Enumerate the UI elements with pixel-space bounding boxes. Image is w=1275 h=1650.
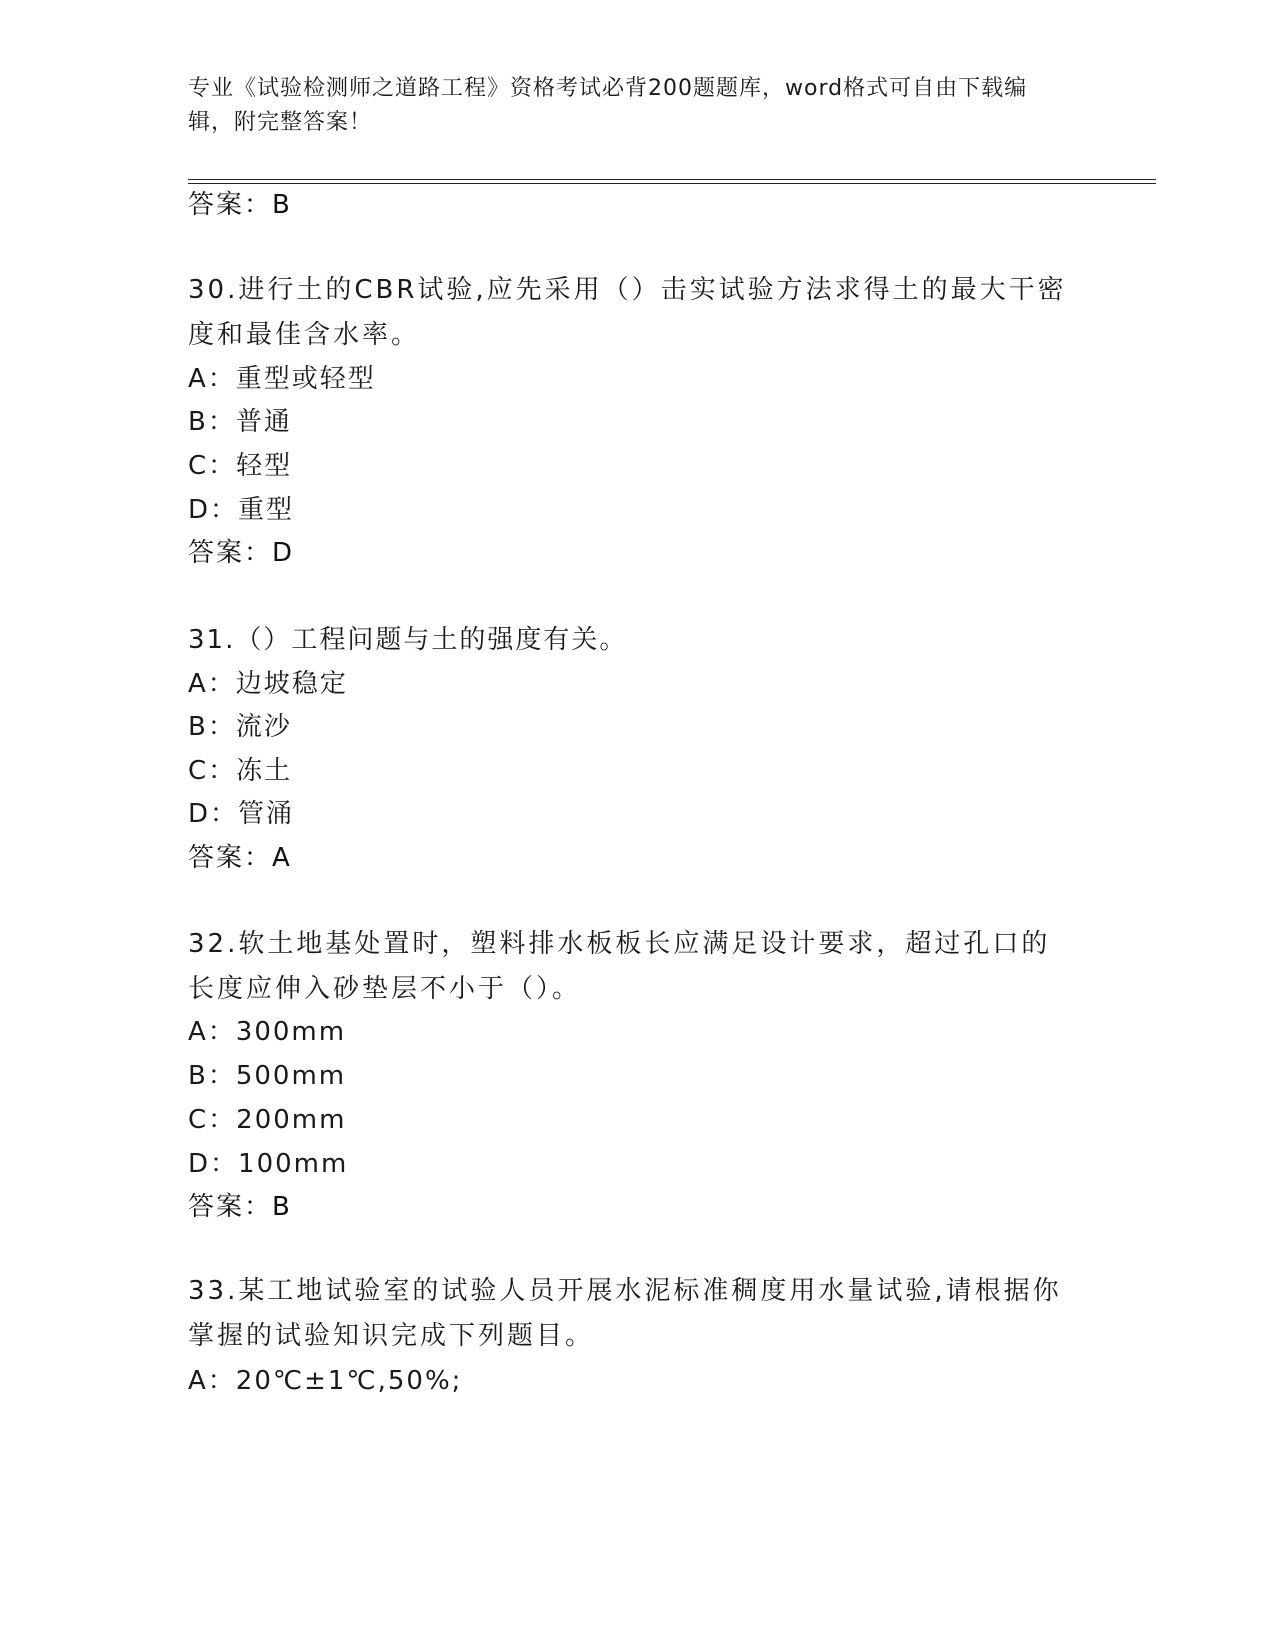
question-32-option-d: D：100mm bbox=[188, 1149, 349, 1179]
question-32-option-c: C：200mm bbox=[188, 1105, 347, 1135]
question-31-option-a: A：边坡稳定 bbox=[188, 669, 348, 699]
question-31-option-b: B：流沙 bbox=[188, 712, 292, 742]
question-32-stem: 32.软土地基处置时，塑料排水板板长应满足设计要求，超过孔口的长度应伸入砂垫层不小于（）。 bbox=[188, 929, 1051, 1004]
question-33-stem: 33.某工地试验室的试验人员开展水泥标准稠度用水量试验,请根据你掌握的试验知识完成下列题目。 bbox=[188, 1276, 1062, 1351]
question-30-option-a: A：重型或轻型 bbox=[188, 364, 376, 394]
question-31-stem: 31.（）工程问题与土的强度有关。 bbox=[188, 625, 628, 655]
header-divider-line bbox=[188, 179, 1156, 180]
question-30-answer: 答案：D bbox=[188, 538, 295, 568]
question-32-answer: 答案：B bbox=[188, 1192, 292, 1222]
question-31-option-c: C：冻土 bbox=[188, 756, 293, 786]
question-32-option-a: A：300mm bbox=[188, 1017, 347, 1047]
answer-29: 答案：B bbox=[188, 190, 292, 220]
question-30-stem: 30.进行土的CBR试验,应先采用（）击实试验方法求得土的最大干密度和最佳含水率。 bbox=[188, 275, 1067, 350]
question-31-answer: 答案：A bbox=[188, 843, 292, 873]
question-32-option-b: B：500mm bbox=[188, 1061, 347, 1091]
question-33-option-a: A：20℃±1℃,50%; bbox=[188, 1366, 463, 1396]
question-30-option-d: D：重型 bbox=[188, 495, 295, 525]
page-header: 专业《试验检测师之道路工程》资格考试必背200题题库，word格式可自由下载编辑，附完整答案！ bbox=[188, 76, 1028, 135]
question-30-option-c: C：轻型 bbox=[188, 451, 293, 481]
question-30-option-b: B：普通 bbox=[188, 407, 292, 437]
question-31-option-d: D：管涌 bbox=[188, 799, 295, 829]
header-divider-line-2 bbox=[188, 183, 1156, 184]
